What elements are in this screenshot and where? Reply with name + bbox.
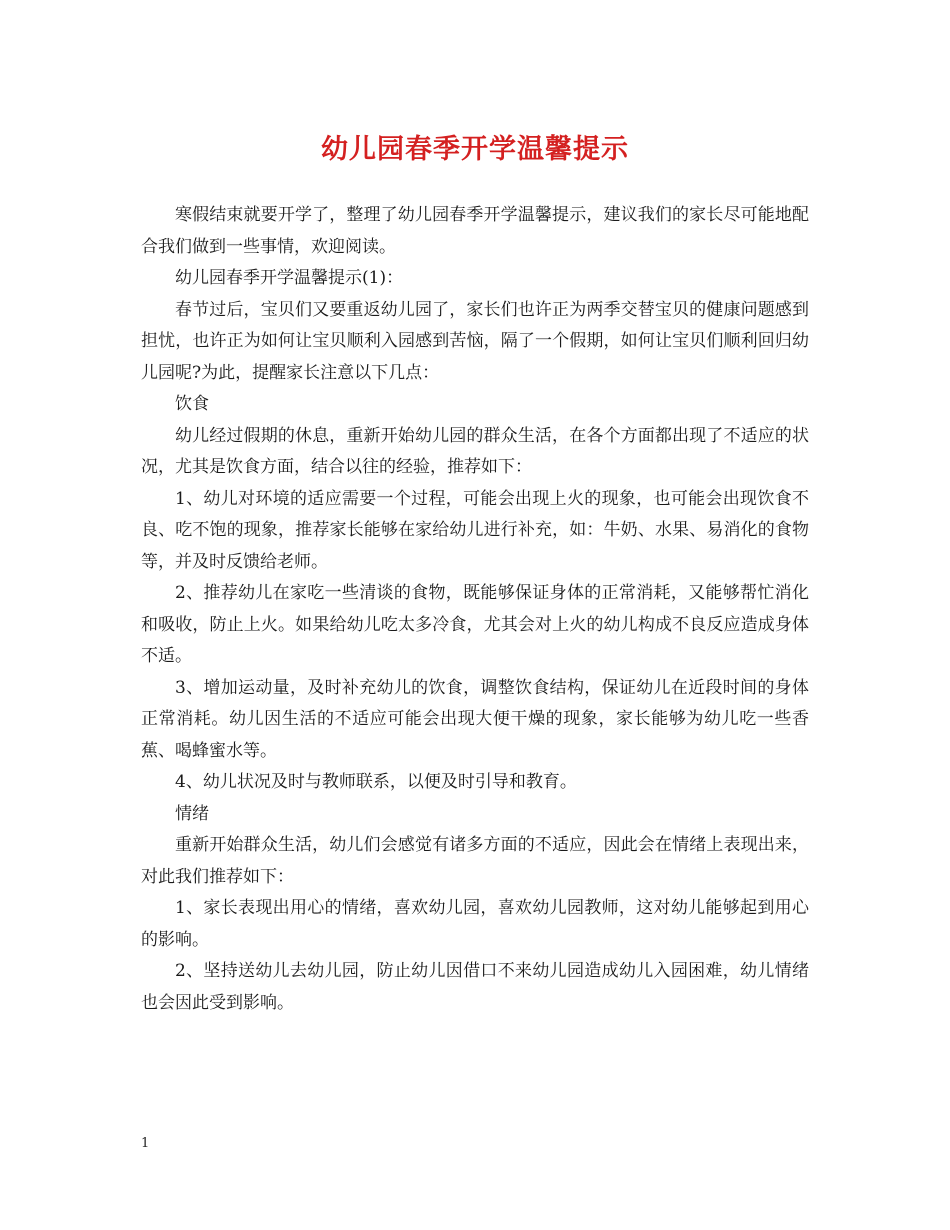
section-heading-diet: 饮食 — [175, 394, 209, 414]
list-item: 3、增加运动量，及时补充幼儿的饮食，调整饮食结构，保证幼儿在近段时间的身体正常消耗。幼儿因生活的不适应可能会出现大便干燥的现象，家长能够为幼儿吃一些香蕉、喝蜂蜜水等。 — [141, 677, 809, 761]
paragraph: 寒假结束就要开学了，整理了幼儿园春季开学温馨提示，建议我们的家长尽可能地配合我们做到一些事情，欢迎阅读。 — [141, 205, 809, 257]
document-body — [141, 200, 809, 1019]
document-title: 幼儿园春季开学温馨提示 — [321, 134, 629, 165]
page-number: 1 — [141, 1136, 150, 1151]
list-item: 1、幼儿对环境的适应需要一个过程，可能会出现上火的现象，也可能会出现饮食不良、吃不饱的现象，推荐家长能够在家给幼儿进行补充，如：牛奶、水果、易消化的食物等，并及时反馈给老师。 — [141, 488, 809, 572]
paragraph: 重新开始群众生活，幼儿们会感觉有诸多方面的不适应，因此会在情绪上表现出来，对此我们推荐如下： — [141, 835, 809, 887]
paragraph: 春节过后，宝贝们又要重返幼儿园了，家长们也许正为两季交替宝贝的健康问题感到担忧，也许正为如何让宝贝顺利入园感到苦恼，隔了一个假期，如何让宝贝们顺利回归幼儿园呢?为此，提醒家长注意以下几点： — [141, 299, 809, 383]
list-item: 4、幼儿状况及时与教师联系，以便及时引导和教育。 — [175, 772, 577, 792]
list-item: 2、坚持送幼儿去幼儿园，防止幼儿因借口不来幼儿园造成幼儿入园困难，幼儿情绪也会因此受到影响。 — [141, 961, 809, 1013]
section-heading-emotion: 情绪 — [175, 803, 209, 824]
paragraph: 幼儿园春季开学温馨提示(1)： — [175, 268, 404, 288]
paragraph: 幼儿经过假期的休息，重新开始幼儿园的群众生活，在各个方面都出现了不适应的状况，尤其是饮食方面，结合以往的经验，推荐如下： — [141, 425, 809, 477]
list-item: 1、家长表现出用心的情绪，喜欢幼儿园，喜欢幼儿园教师，这对幼儿能够起到用心的影响。 — [141, 898, 809, 950]
list-item: 2、推荐幼儿在家吃一些清谈的食物，既能够保证身体的正常消耗，又能够帮忙消化和吸收，防止上火。如果给幼儿吃太多冷食，尤其会对上火的幼儿构成不良反应造成身体不适。 — [141, 583, 809, 666]
